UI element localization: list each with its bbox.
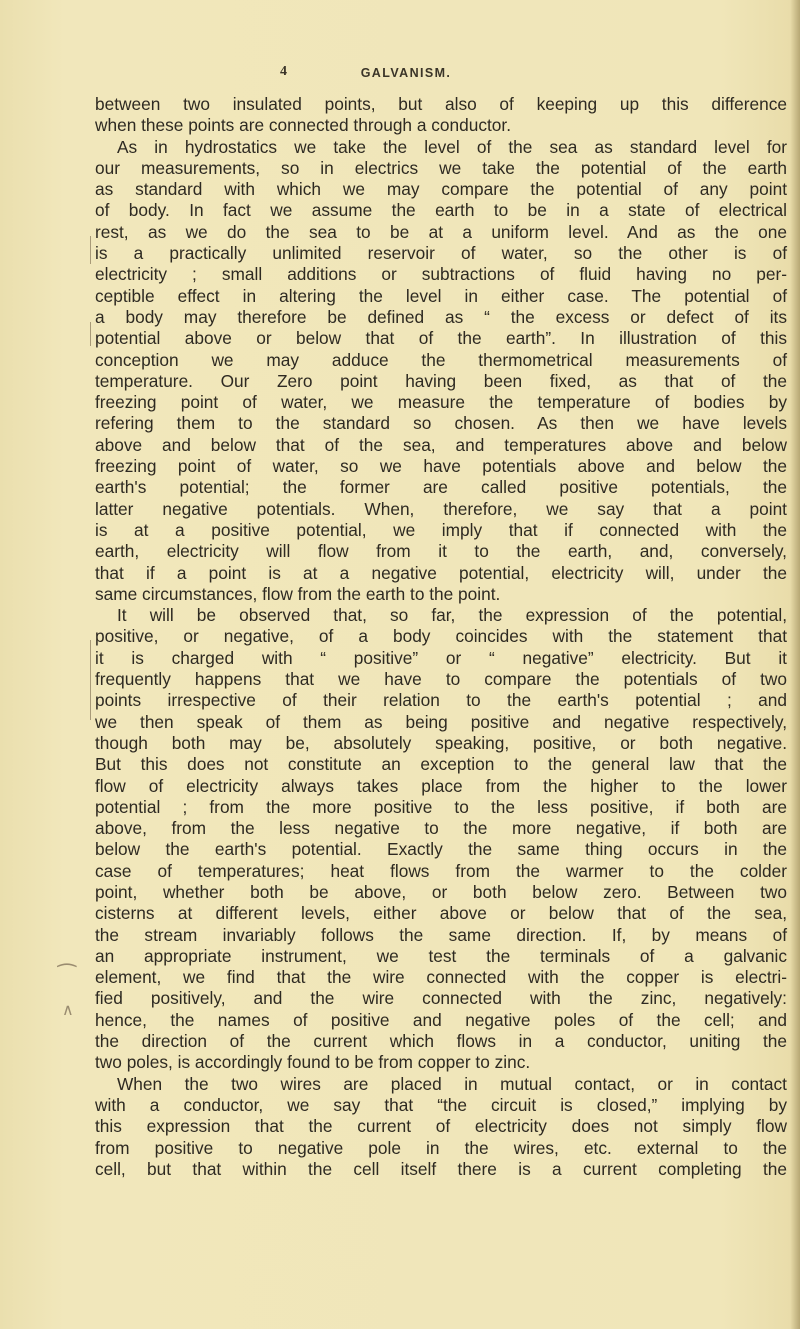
running-title: GALVANISM. <box>360 66 452 80</box>
text-line: two poles, is accordingly found to be from copper to zinc. <box>95 1052 531 1073</box>
text-line: of body. In fact we assume the earth to be in a state of electrical <box>95 200 787 221</box>
text-line: below the earth's potential. Exactly the same thing occurs in the <box>95 839 787 860</box>
text-line: with a conductor, we say that “the circuit is closed,” implying by <box>95 1094 787 1115</box>
text-line: refering them to the standard so chosen. As then we have levels <box>95 413 787 434</box>
text-line: latter negative potentials. When, therefore, we say that a point <box>95 498 787 519</box>
text-line: a body may therefore be defined as “ the excess or defect of its <box>95 306 787 327</box>
margin-rule <box>90 236 91 264</box>
text-line: freezing point of water, so we have potentials above and below the <box>95 456 787 477</box>
text-line: fied positively, and the wire connected with the zinc, negatively: <box>95 988 787 1009</box>
text-line: cisterns at different levels, either above or below that of the sea, <box>95 903 787 924</box>
margin-pencil-mark: ⁀ <box>58 965 76 990</box>
text-line: earth, electricity will flow from it to the earth, and, conversely, <box>95 541 787 562</box>
text-line: frequently happens that we have to compare the potentials of two <box>95 669 787 690</box>
text-line: element, we find that the wire connected with the copper is electri- <box>95 967 787 988</box>
text-line: our measurements, so in electrics we take the potential of the earth <box>95 157 787 178</box>
text-line: from positive to negative pole in the wires, etc. external to the <box>95 1137 787 1158</box>
text-line: case of temperatures; heat flows from the warmer to the colder <box>95 860 787 881</box>
margin-rule <box>90 640 91 720</box>
page-number: 4 <box>280 64 287 79</box>
text-line: it is charged with “ positive” or “ negative” electricity. But it <box>95 647 787 668</box>
text-line: As in hydrostatics we take the level of the sea as standard level for <box>117 136 787 157</box>
text-line: this expression that the current of electricity does not simply flow <box>95 1116 787 1137</box>
text-line: But this does not constitute an exception to the general law that the <box>95 754 787 775</box>
text-line: hence, the names of positive and negative poles of the cell; and <box>95 1009 787 1030</box>
text-line: as standard with which we may compare the potential of any point <box>95 179 787 200</box>
text-line: is a practically unlimited reservoir of water, so the other is of <box>95 243 787 264</box>
text-line: an appropriate instrument, we test the terminals of a galvanic <box>95 945 787 966</box>
text-line: flow of electricity always takes place from the higher to the lower <box>95 775 787 796</box>
text-line: when these points are connected through a conductor. <box>95 115 511 136</box>
running-header <box>0 64 800 86</box>
text-line: When the two wires are placed in mutual contact, or in contact <box>117 1073 787 1094</box>
text-line: potential above or below that of the earth”. In illustration of this <box>95 328 787 349</box>
text-line: points irrespective of their relation to the earth's potential ; and <box>95 690 787 711</box>
text-line: the stream invariably follows the same direction. If, by means of <box>95 924 787 945</box>
text-line: electricity ; small additions or subtractions of fluid having no per- <box>95 264 787 285</box>
text-line: freezing point of water, we measure the temperature of bodies by <box>95 392 787 413</box>
text-line: It will be observed that, so far, the expression of the potential, <box>117 605 787 626</box>
margin-rule <box>90 322 91 346</box>
text-line: same circumstances, flow from the earth to the point. <box>95 583 501 604</box>
text-line: above, from the less negative to the more negative, if both are <box>95 818 787 839</box>
text-line: between two insulated points, but also of keeping up this difference <box>95 94 787 114</box>
text-line: rest, as we do the sea to be at a uniform level. And as the one <box>95 221 787 242</box>
text-line: though both may be, absolutely speaking, positive, or both negative. <box>95 732 787 753</box>
page-edge-shadow <box>790 0 800 1329</box>
text-line: the direction of the current which flows in a conductor, uniting the <box>95 1031 787 1052</box>
margin-pencil-mark: ∧ <box>62 1000 74 1019</box>
text-line: conception we may adduce the thermometrical measurements of <box>95 349 787 370</box>
text-line: point, whether both be above, or both below zero. Between two <box>95 881 787 902</box>
text-line: positive, or negative, of a body coincides with the statement that <box>95 626 787 647</box>
text-line: earth's potential; the former are called positive potentials, the <box>95 477 787 498</box>
text-line: ceptible effect in altering the level in either case. The potential of <box>95 285 787 306</box>
text-line: is at a positive potential, we imply that if connected with the <box>95 519 787 540</box>
text-line: temperature. Our Zero point having been fixed, as that of the <box>95 370 787 391</box>
text-line: above and below that of the sea, and temperatures above and below <box>95 434 787 455</box>
text-line: that if a point is at a negative potential, electricity will, under the <box>95 562 787 583</box>
text-line: we then speak of them as being positive and negative respectively, <box>95 711 787 732</box>
body-text <box>95 94 787 1180</box>
text-line: cell, but that within the cell itself there is a current completing the <box>95 1158 787 1179</box>
text-line: potential ; from the more positive to the less positive, if both are <box>95 796 787 817</box>
